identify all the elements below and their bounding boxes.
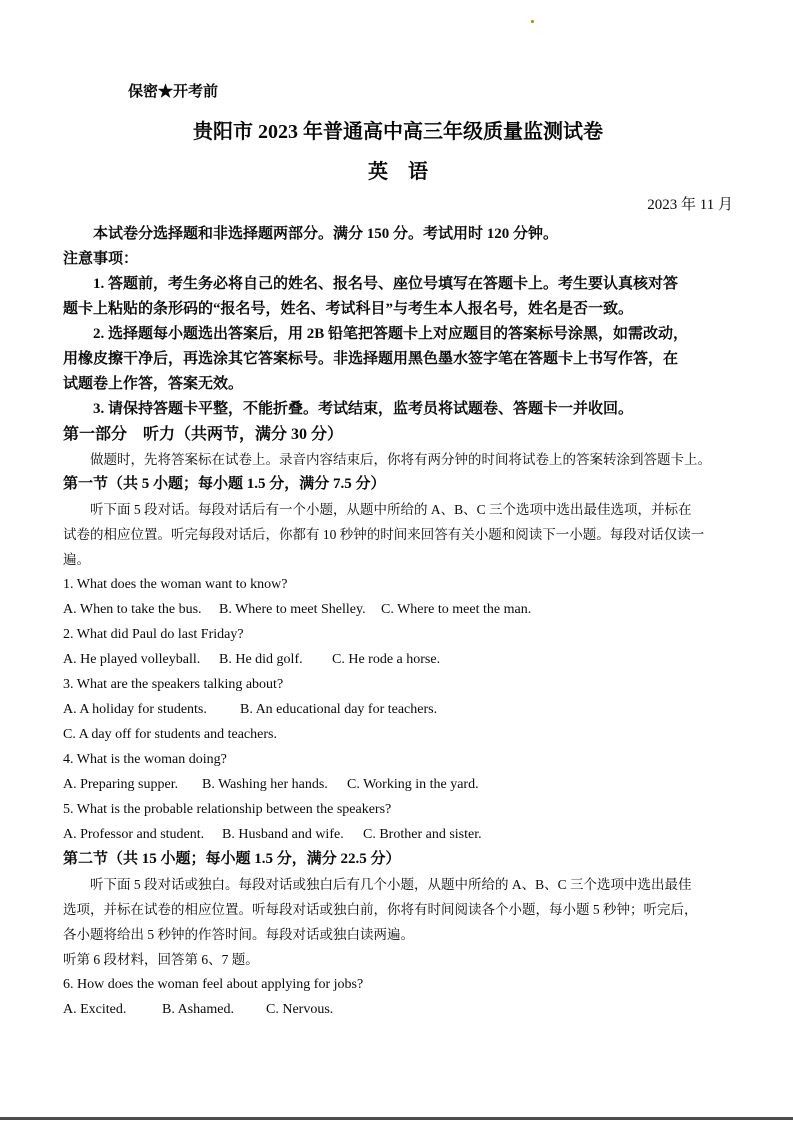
section2-instructions-line-2: 选项，并标在试卷的相应位置。听每段对话或独白前，你将有时间阅读各个小题，每小题 5 秒钟；听完后，	[63, 902, 698, 917]
question-text: 5. What is the probable relationship between the speakers?	[63, 802, 392, 817]
question-option: B. Husband and wife.	[222, 827, 344, 842]
question-option: A. Excited.	[63, 1002, 127, 1017]
material-6-note: 听第 6 段材料，回答第 6、7 题。	[63, 952, 259, 967]
question-4	[63, 747, 733, 797]
question-option: A. Professor and student.	[63, 827, 205, 842]
question-options	[63, 647, 733, 672]
section2-instructions	[63, 872, 733, 947]
question-text: 6. How does the woman feel about applying for jobs?	[63, 977, 364, 992]
question-option: B. An educational day for teachers.	[240, 702, 438, 717]
question-option: C. A day off for students and teachers.	[63, 727, 277, 742]
notice-2-line-3: 试题卷上作答，答案无效。	[63, 376, 244, 392]
question-options	[63, 997, 733, 1022]
section1-heading: 第一节（共 5 小题；每小题 1.5 分，满分 7.5 分）	[63, 476, 386, 492]
question-option: B. He did golf.	[219, 652, 303, 667]
question-5	[63, 797, 733, 847]
notice-2-line-2: 用橡皮擦干净后，再选涂其它答案标号。非选择题用黑色墨水签字笔在答题卡上书写作答，在	[63, 351, 679, 367]
security-notice: 保密★开考前	[128, 84, 219, 100]
question-option: B. Where to meet Shelley.	[219, 602, 366, 617]
question-options	[63, 697, 733, 722]
section2-heading: 第二节（共 15 小题；每小题 1.5 分，满分 22.5 分）	[63, 851, 401, 867]
question-3	[63, 672, 733, 747]
notices-heading: 注意事项：	[63, 251, 139, 267]
question-option: A. When to take the bus.	[63, 602, 202, 617]
question-1	[63, 572, 733, 622]
question-option: B. Ashamed.	[162, 1002, 234, 1017]
notice-3-line-1: 3. 请保持答题卡平整，不能折叠。考试结束，监考员将试题卷、答题卡一并收回。	[93, 401, 634, 417]
question-options	[63, 597, 733, 622]
question-option: C. Brother and sister.	[363, 827, 482, 842]
section2-instructions-line-3: 各小题将给出 5 秒钟的作答时间。每段对话或独白读两遍。	[63, 927, 414, 942]
question-2	[63, 622, 733, 672]
notice-1-line-1: 1. 答题前，考生务必将自己的姓名、报名号、座位号填写在答题卡上。考生要认真核对答	[93, 276, 679, 292]
notice-item-1	[63, 272, 733, 322]
question-options	[63, 722, 733, 747]
section1-instructions-line-1: 听下面 5 段对话。每段对话后有一个小题，从题中所给的 A、B、C 三个选项中选出最佳选项，并标在	[90, 502, 692, 517]
question-option: C. Nervous.	[266, 1002, 334, 1017]
question-text: 2. What did Paul do last Friday?	[63, 627, 244, 642]
section1-instructions	[63, 497, 733, 572]
question-option: B. Washing her hands.	[202, 777, 328, 792]
notice-1-line-2: 题卡上粘贴的条形码的“报名号，姓名、考试科目”与考生本人报名号，姓名是否一致。	[63, 301, 634, 317]
question-option: A. He played volleyball.	[63, 652, 201, 667]
question-option: C. Where to meet the man.	[381, 602, 532, 617]
question-text: 4. What is the woman doing?	[63, 752, 227, 767]
question-6	[63, 972, 733, 1022]
question-option: A. Preparing supper.	[63, 777, 179, 792]
part1-heading: 第一部分 听力（共两节，满分 30 分）	[63, 426, 344, 443]
part1-note: 做题时，先将答案标在试卷上。录音内容结束后，你将有两分钟的时间将试卷上的答案转涂到答题卡上。	[90, 452, 711, 467]
page-bottom-edge	[0, 1117, 793, 1120]
question-option: C. He rode a horse.	[332, 652, 441, 667]
notice-item-3	[63, 397, 733, 422]
question-text: 3. What are the speakers talking about?	[63, 677, 284, 692]
notice-item-2	[63, 322, 733, 397]
section2-instructions-line-1: 听下面 5 段对话或独白。每段对话或独白后有几个小题，从题中所给的 A、B、C 三个选项中选出最佳	[90, 877, 692, 892]
section1-instructions-line-2: 试卷的相应位置。听完每段对话后，你都有 10 秒钟的时间来回答有关小题和阅读下一小题。每段对话仅读一	[63, 527, 705, 542]
page-content	[63, 0, 733, 1022]
question-text: 1. What does the woman want to know?	[63, 577, 288, 592]
notice-2-line-1: 2. 选择题每小题选出答案后，用 2B 铅笔把答题卡上对应题目的答案标号涂黑，如需改动，	[93, 326, 689, 342]
subject-title: 英 语	[368, 161, 428, 183]
question-option: C. Working in the yard.	[347, 777, 479, 792]
section1-instructions-line-3: 遍。	[63, 552, 90, 567]
question-options	[63, 822, 733, 847]
question-options	[63, 772, 733, 797]
exam-title: 贵阳市 2023 年普通高中高三年级质量监测试卷	[193, 121, 603, 143]
intro-line: 本试卷分选择题和非选择题两部分。满分 150 分。考试用时 120 分钟。	[93, 226, 559, 242]
exam-date: 2023 年 11 月	[647, 197, 733, 213]
question-option: A. A holiday for students.	[63, 702, 207, 717]
